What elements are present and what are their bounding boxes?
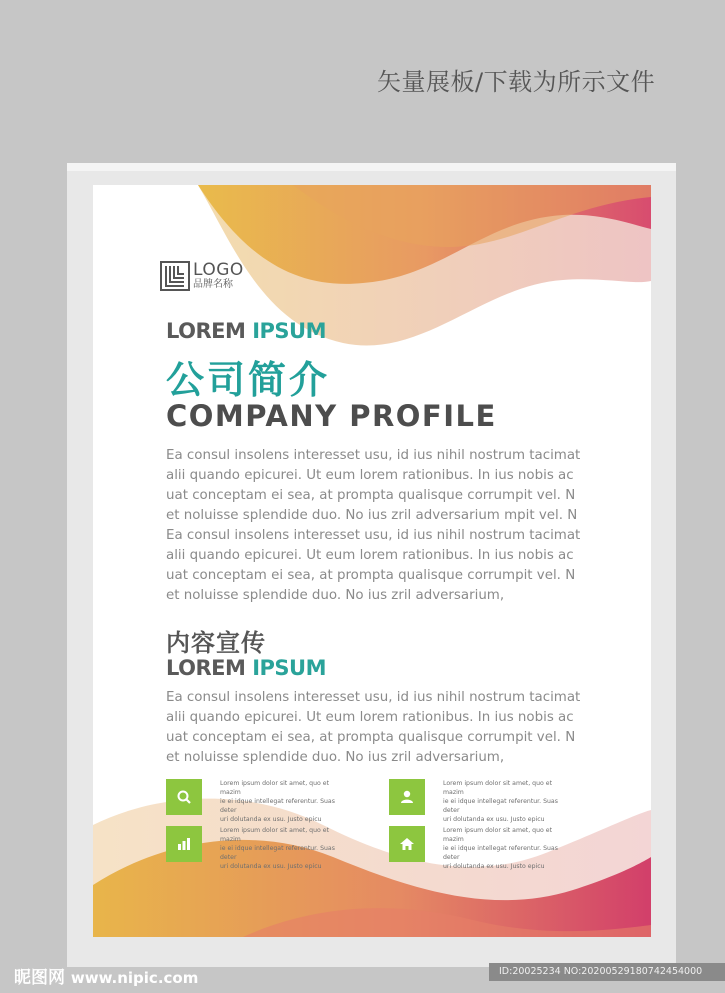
feature-chart: [166, 826, 345, 871]
feature-line: Lorem ipsum dolor sit amet, quo et mazim: [443, 780, 553, 796]
poster: [93, 185, 651, 937]
feature-line: uri dolutanda ex usu. Justo epicu: [443, 816, 545, 823]
section-heading-cn: 内容宣传: [166, 629, 266, 657]
eyebrow-part-a: LOREM: [166, 319, 253, 343]
eyebrow-part-b: IPSUM: [252, 319, 326, 343]
feature-line: ie ei idque intellegat referentur. Suas deter: [220, 845, 335, 861]
feature-line: Lorem ipsum dolor sit amet, quo et mazim: [443, 827, 553, 843]
logo: [160, 261, 244, 291]
paragraph-line: et noluisse splendide duo. No ius zril adversarium mpit vel. N: [166, 508, 578, 523]
paragraph-line: et noluisse splendide duo. No ius zril adversarium,: [166, 588, 505, 603]
eyebrow-part-b: IPSUM: [252, 656, 326, 680]
header-note: 矢量展板/下载为所示文件: [377, 68, 656, 96]
feature-line: ie ei idque intellegat referentur. Suas deter: [443, 798, 558, 814]
image-id-strip: ID:20025234 NO:20200529180742454000: [489, 963, 725, 981]
feature-line: uri dolutanda ex usu. Justo epicu: [220, 816, 322, 823]
logo-subtitle: 品牌名称: [193, 279, 233, 290]
page-title-en: COMPANY PROFILE: [166, 399, 497, 433]
watermark: [14, 963, 198, 988]
eyebrow-lorem-ipsum-2: [166, 656, 326, 680]
feature-line: uri dolutanda ex usu. Justo epicu: [220, 863, 322, 870]
paragraph-line: et noluisse splendide duo. No ius zril adversarium,: [166, 750, 505, 765]
home-icon: [389, 826, 425, 862]
logo-word: LOGO: [193, 260, 244, 280]
poster-frame-edge: [67, 163, 676, 171]
user-icon: [389, 779, 425, 815]
paragraph-line: alii quando epicurei. Ut eum lorem rationibus. In ius nobis ac: [166, 710, 574, 725]
body-paragraph-1: [166, 446, 606, 606]
eyebrow-part-a: LOREM: [166, 656, 253, 680]
paragraph-line: alii quando epicurei. Ut eum lorem rationibus. In ius nobis ac: [166, 468, 574, 483]
paragraph-line: uat conceptam ei sea, at prompta qualisque corrumpit vel. N: [166, 568, 576, 583]
paragraph-line: alii quando epicurei. Ut eum lorem rationibus. In ius nobis ac: [166, 548, 574, 563]
feature-line: uri dolutanda ex usu. Justo epicu: [443, 863, 545, 870]
search-icon: [166, 779, 202, 815]
paragraph-line: Ea consul insolens interesset usu, id ius nihil nostrum tacimat: [166, 528, 581, 543]
feature-user: [389, 779, 568, 824]
feature-home: [389, 826, 568, 871]
feature-search: [166, 779, 345, 824]
paragraph-line: Ea consul insolens interesset usu, id ius nihil nostrum tacimat: [166, 690, 581, 705]
eyebrow-lorem-ipsum: [166, 319, 326, 343]
feature-line: Lorem ipsum dolor sit amet, quo et mazim: [220, 780, 330, 796]
watermark-brand: 昵图网: [14, 968, 65, 988]
feature-line: ie ei idque intellegat referentur. Suas deter: [443, 845, 558, 861]
watermark-url: www.nipic.com: [70, 969, 199, 987]
paragraph-line: uat conceptam ei sea, at prompta qualisque corrumpit vel. N: [166, 488, 576, 503]
body-paragraph-2: [166, 688, 606, 768]
feature-line: Lorem ipsum dolor sit amet, quo et mazim: [220, 827, 330, 843]
paragraph-line: uat conceptam ei sea, at prompta qualisque corrumpit vel. N: [166, 730, 576, 745]
page-title-cn: 公司简介: [166, 358, 331, 402]
feature-line: ie ei idque intellegat referentur. Suas deter: [220, 798, 335, 814]
bar-chart-icon: [166, 826, 202, 862]
paragraph-line: Ea consul insolens interesset usu, id ius nihil nostrum tacimat: [166, 448, 581, 463]
logo-mark-icon: [160, 261, 190, 291]
